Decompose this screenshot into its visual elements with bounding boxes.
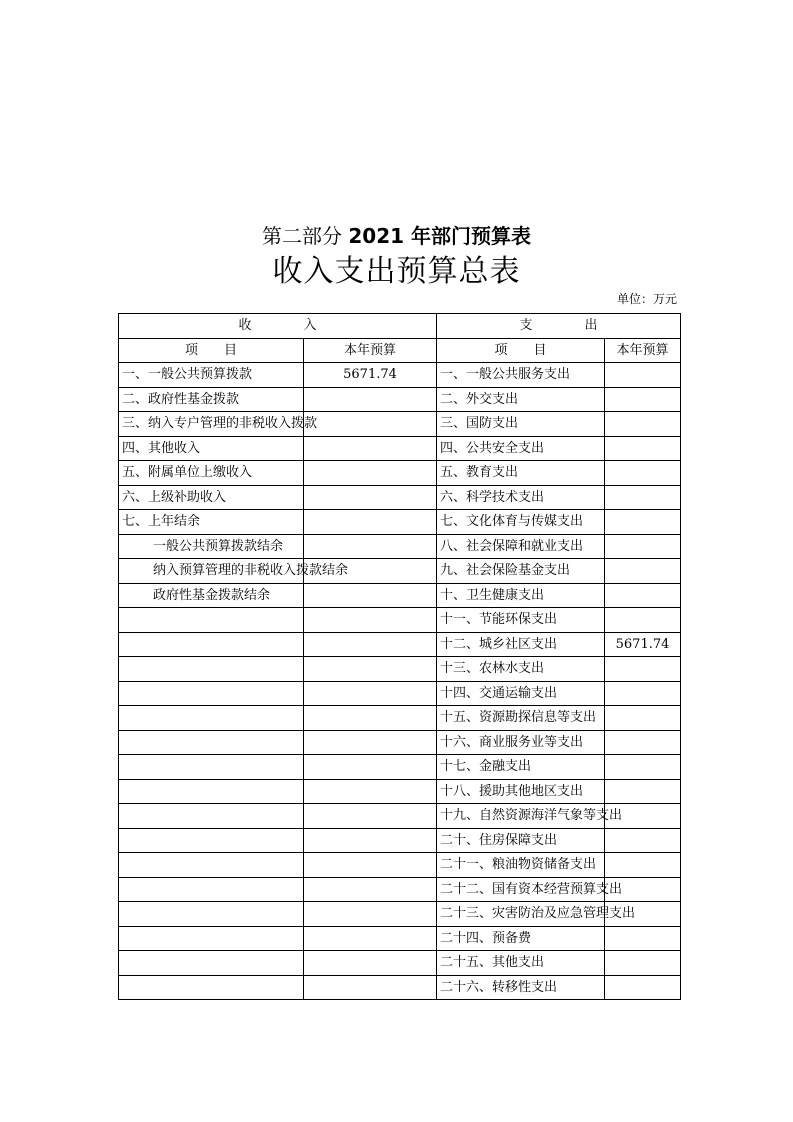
expense-item-cell: 二十二、国有资本经营预算支出 — [437, 877, 605, 902]
income-budget-cell — [304, 387, 437, 412]
income-budget-cell — [304, 461, 437, 486]
table-row — [119, 387, 681, 412]
income-budget-cell — [304, 583, 437, 608]
income-budget-cell — [304, 706, 437, 731]
expense-budget-cell — [605, 828, 681, 853]
income-item-cell — [119, 730, 304, 755]
income-budget-cell — [304, 730, 437, 755]
income-budget-cell — [304, 534, 437, 559]
income-item-cell — [119, 853, 304, 878]
income-budget-header: 本年预算 — [304, 338, 437, 363]
budget-table-body — [119, 314, 681, 1000]
table-row — [119, 412, 681, 437]
income-budget-cell — [304, 657, 437, 682]
expense-budget-cell: 5671.74 — [605, 632, 681, 657]
income-item-cell: 六、上级补助收入 — [119, 485, 304, 510]
income-budget-cell — [304, 681, 437, 706]
income-item-cell — [119, 951, 304, 976]
expense-budget-cell — [605, 657, 681, 682]
expense-item-cell: 十八、援助其他地区支出 — [437, 779, 605, 804]
expense-item-cell: 五、教育支出 — [437, 461, 605, 486]
income-budget-cell — [304, 412, 437, 437]
subtitle-year-title: 2021 年部门预算表 — [348, 224, 531, 248]
expense-item-cell: 十九、自然资源海洋气象等支出 — [437, 804, 605, 829]
table-row — [119, 975, 681, 1000]
expense-item-cell: 十二、城乡社区支出 — [437, 632, 605, 657]
expense-item-cell: 十、卫生健康支出 — [437, 583, 605, 608]
expense-item-cell: 十五、资源勘探信息等支出 — [437, 706, 605, 731]
expense-item-cell: 一、一般公共服务支出 — [437, 363, 605, 388]
income-item-cell — [119, 902, 304, 927]
income-budget-cell — [304, 975, 437, 1000]
income-item-cell — [119, 804, 304, 829]
table-row — [119, 853, 681, 878]
income-budget-cell — [304, 510, 437, 535]
expense-budget-cell — [605, 461, 681, 486]
income-item-cell — [119, 779, 304, 804]
expense-item-cell: 二十一、粮油物资储备支出 — [437, 853, 605, 878]
expense-item-header: 项 目 — [437, 338, 605, 363]
table-row — [119, 804, 681, 829]
expense-item-cell: 七、文化体育与传媒支出 — [437, 510, 605, 535]
table-row — [119, 510, 681, 535]
expense-budget-cell — [605, 510, 681, 535]
group-header-row — [119, 314, 681, 339]
table-row — [119, 534, 681, 559]
income-budget-cell — [304, 608, 437, 633]
table-row — [119, 681, 681, 706]
table-row — [119, 877, 681, 902]
income-item-cell: 五、附属单位上缴收入 — [119, 461, 304, 486]
income-budget-cell — [304, 926, 437, 951]
subtitle-part: 第二部分 — [262, 224, 342, 248]
income-budget-cell — [304, 632, 437, 657]
income-budget-cell — [304, 877, 437, 902]
income-budget-cell — [304, 828, 437, 853]
income-item-cell — [119, 755, 304, 780]
income-item-cell — [119, 926, 304, 951]
expense-item-cell: 二十四、预备费 — [437, 926, 605, 951]
income-budget-cell — [304, 902, 437, 927]
income-item-cell — [119, 681, 304, 706]
table-row — [119, 559, 681, 584]
income-budget-cell — [304, 755, 437, 780]
expense-item-cell: 十一、节能环保支出 — [437, 608, 605, 633]
table-row — [119, 583, 681, 608]
expense-item-cell: 八、社会保障和就业支出 — [437, 534, 605, 559]
budget-table — [118, 313, 681, 1000]
table-row — [119, 902, 681, 927]
expense-budget-cell — [605, 681, 681, 706]
income-budget-cell — [304, 951, 437, 976]
table-row — [119, 730, 681, 755]
income-budget-cell: 5671.74 — [304, 363, 437, 388]
income-item-cell — [119, 828, 304, 853]
expense-item-cell: 九、社会保险基金支出 — [437, 559, 605, 584]
unit-label: 单位：万元 — [616, 292, 677, 306]
expense-budget-cell — [605, 559, 681, 584]
expense-budget-header: 本年预算 — [605, 338, 681, 363]
expense-budget-cell — [605, 436, 681, 461]
table-row — [119, 461, 681, 486]
expense-budget-cell — [605, 706, 681, 731]
expense-budget-cell — [605, 779, 681, 804]
table-row — [119, 363, 681, 388]
expense-budget-cell — [605, 951, 681, 976]
expense-budget-cell — [605, 412, 681, 437]
expense-budget-cell — [605, 853, 681, 878]
expense-item-cell: 二十、住房保障支出 — [437, 828, 605, 853]
expense-budget-cell — [605, 730, 681, 755]
expense-item-cell: 二十五、其他支出 — [437, 951, 605, 976]
income-item-cell — [119, 632, 304, 657]
income-item-cell — [119, 608, 304, 633]
income-item-cell: 一、一般公共预算拨款 — [119, 363, 304, 388]
table-row — [119, 706, 681, 731]
expense-item-cell: 十七、金融支出 — [437, 755, 605, 780]
expense-budget-cell — [605, 926, 681, 951]
income-item-cell: 纳入预算管理的非税收入拨款结余 — [119, 559, 304, 584]
income-item-cell: 政府性基金拨款结余 — [119, 583, 304, 608]
expense-item-cell: 二、外交支出 — [437, 387, 605, 412]
expense-item-cell: 六、科学技术支出 — [437, 485, 605, 510]
table-row — [119, 657, 681, 682]
income-budget-cell — [304, 485, 437, 510]
income-item-cell — [119, 877, 304, 902]
table-row — [119, 951, 681, 976]
table-row — [119, 755, 681, 780]
expense-item-cell: 十三、农林水支出 — [437, 657, 605, 682]
income-item-cell — [119, 975, 304, 1000]
table-row — [119, 779, 681, 804]
income-group-header: 收 入 — [119, 314, 437, 339]
income-item-cell: 二、政府性基金拨款 — [119, 387, 304, 412]
income-budget-cell — [304, 804, 437, 829]
table-row — [119, 632, 681, 657]
income-item-cell — [119, 706, 304, 731]
page-title: 收入支出预算总表 — [272, 254, 521, 289]
income-item-header: 项 目 — [119, 338, 304, 363]
table-row — [119, 926, 681, 951]
table-row — [119, 485, 681, 510]
income-item-cell — [119, 657, 304, 682]
column-header-row — [119, 338, 681, 363]
income-budget-cell — [304, 853, 437, 878]
table-row — [119, 828, 681, 853]
income-item-cell: 三、纳入专户管理的非税收入拨款 — [119, 412, 304, 437]
income-item-cell: 七、上年结余 — [119, 510, 304, 535]
income-budget-cell — [304, 779, 437, 804]
table-row — [119, 436, 681, 461]
table-row — [119, 608, 681, 633]
expense-item-cell: 三、国防支出 — [437, 412, 605, 437]
expense-budget-cell — [605, 363, 681, 388]
expense-budget-cell — [605, 975, 681, 1000]
income-item-cell: 四、其他收入 — [119, 436, 304, 461]
expense-item-cell: 十四、交通运输支出 — [437, 681, 605, 706]
expense-group-header: 支 出 — [437, 314, 681, 339]
expense-item-cell: 四、公共安全支出 — [437, 436, 605, 461]
income-budget-cell — [304, 436, 437, 461]
expense-item-cell: 二十六、转移性支出 — [437, 975, 605, 1000]
expense-budget-cell — [605, 583, 681, 608]
expense-budget-cell — [605, 608, 681, 633]
page-subtitle — [0, 222, 793, 250]
expense-budget-cell — [605, 534, 681, 559]
expense-budget-cell — [605, 387, 681, 412]
expense-item-cell: 十六、商业服务业等支出 — [437, 730, 605, 755]
expense-budget-cell — [605, 485, 681, 510]
expense-budget-cell — [605, 755, 681, 780]
expense-item-cell: 二十三、灾害防治及应急管理支出 — [437, 902, 605, 927]
income-item-cell: 一般公共预算拨款结余 — [119, 534, 304, 559]
